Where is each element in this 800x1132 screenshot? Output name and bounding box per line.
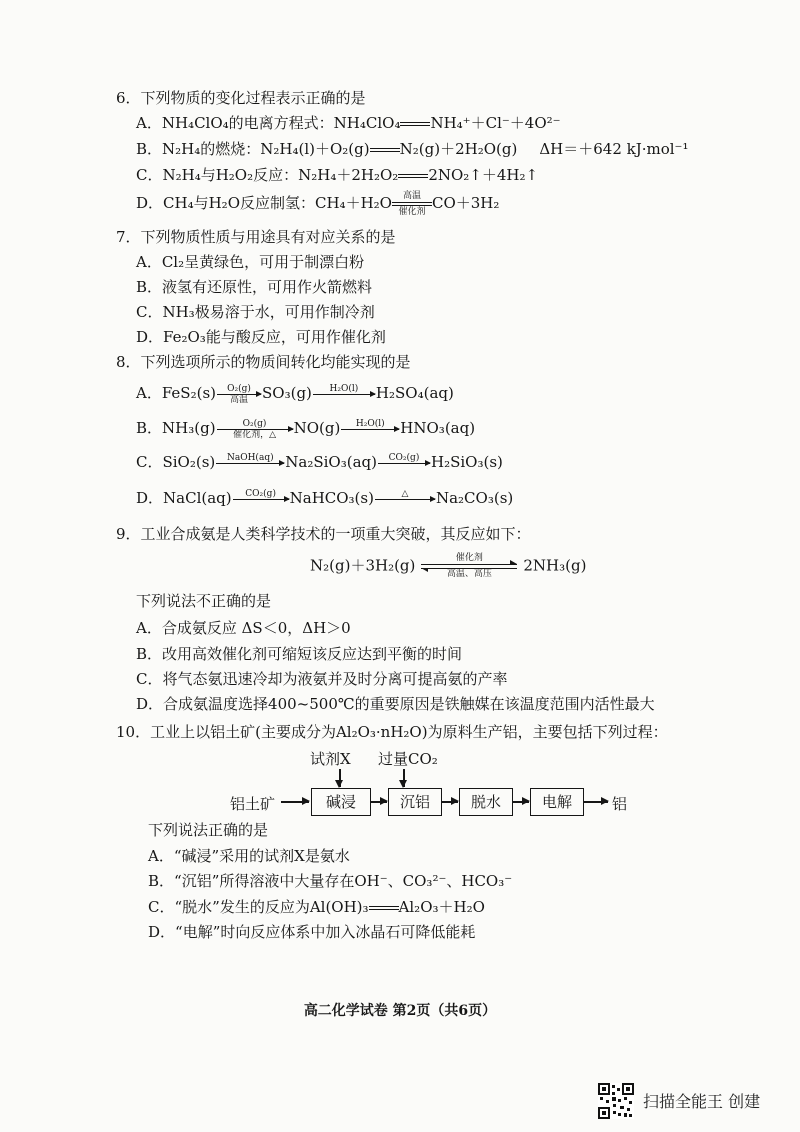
scanner-watermark: 扫描全能王 创建 bbox=[643, 1092, 761, 1111]
q8-b-species1: NH₃(g) bbox=[162, 419, 216, 437]
q9-option-b: B．改用高效催化剂可缩短该反应达到平衡的时间 bbox=[136, 645, 463, 663]
q8-a-condition2-top: H₂O(l) bbox=[329, 383, 359, 394]
page-footer: 高二化学试卷 第2页（共6页） bbox=[303, 1003, 497, 1019]
q8-a-species2: SO₃(g) bbox=[262, 384, 312, 402]
q8-d-label: D． bbox=[136, 489, 164, 507]
q6-d-condition-top: 高温 bbox=[402, 191, 421, 201]
q8-b-label: B． bbox=[136, 419, 163, 437]
flow-step-precipitate: 沉铝 bbox=[388, 788, 442, 816]
q8-c-species1: SiO₂(s) bbox=[162, 453, 216, 471]
flow-arrow-start bbox=[281, 801, 309, 803]
q8-b-condition1-top: O₂(g) bbox=[242, 418, 267, 429]
q6-c-rhs: 2NO₂↑＋4H₂↑ bbox=[428, 166, 539, 184]
flow-down-arrow-2 bbox=[403, 769, 405, 787]
reaction-arrow bbox=[313, 384, 375, 405]
q9-option-d: D．合成氨温度选择400~500℃的重要原因是铁触媒在该温度范围内活性最大 bbox=[136, 695, 655, 713]
flow-step-alkali-leach: 碱浸 bbox=[311, 788, 371, 816]
q9-option-c: C．将气态氨迅速冷却为液氨并及时分离可提高氨的产率 bbox=[136, 670, 508, 688]
flow-end: 铝 bbox=[612, 795, 628, 813]
q8-c-species3: H₂SiO₃(s) bbox=[431, 453, 503, 471]
q6-d-text: CH₄与H₂O反应制氢：CH₄＋H₂O bbox=[163, 194, 392, 212]
qr-code-icon bbox=[598, 1083, 634, 1119]
reaction-arrow bbox=[375, 489, 435, 510]
q8-b-species3: HNO₃(aq) bbox=[400, 419, 476, 437]
q6-b-enthalpy: ΔH＝＋642 kJ·mol⁻¹ bbox=[539, 140, 689, 158]
q8-d-condition1-top: CO₂(g) bbox=[245, 488, 276, 499]
q8-a-label: A． bbox=[136, 384, 162, 402]
q8-a-species1: FeS₂(s) bbox=[161, 384, 216, 402]
q10-option-c bbox=[148, 897, 485, 917]
q6-stem: 6．下列物质的变化过程表示正确的是 bbox=[116, 89, 366, 107]
q9-option-a: A．合成氨反应 ΔS＜0，ΔH＞0 bbox=[136, 619, 351, 637]
flow-reagent-x: 试剂X bbox=[310, 750, 351, 768]
q8-a-species3: H₂SO₄(aq) bbox=[375, 384, 454, 402]
q8-c-condition2-top: CO₂(g) bbox=[388, 452, 420, 463]
flow-arrow-3 bbox=[512, 801, 529, 803]
q10-c-rhs: Al₂O₃＋H₂O bbox=[398, 898, 485, 916]
q10-option-d: D．“电解”时向反应体系中加入冰晶石可降低能耗 bbox=[148, 923, 476, 941]
q8-option-d bbox=[136, 488, 513, 510]
q8-c-species2: Na₂SiO₃(aq) bbox=[285, 453, 377, 471]
reaction-arrow bbox=[341, 419, 399, 440]
q6-c-text: N₂H₄与H₂O₂反应：N₂H₄＋2H₂O₂ bbox=[162, 166, 399, 184]
flow-arrow-1 bbox=[370, 801, 387, 803]
q10-sub-stem: 下列说法正确的是 bbox=[148, 821, 269, 839]
equals-sign bbox=[398, 173, 428, 179]
q9-eq-right: 2NH₃(g) bbox=[523, 556, 587, 575]
q6-d-rhs: CO＋3H₂ bbox=[431, 194, 500, 212]
q10-stem: 10．工业上以铝土矿(主要成分为Al₂O₃·nH₂O)为原料生产铝，主要包括下列过程： bbox=[116, 723, 668, 741]
q9-eq-condition-bottom: 高温、高压 bbox=[446, 569, 492, 579]
q6-a-rhs: NH₄⁺＋Cl⁻＋4O²⁻ bbox=[430, 114, 561, 132]
q8-stem: 8．下列选项所示的物质间转化均能实现的是 bbox=[116, 353, 411, 371]
q6-a-text: NH₄ClO₄的电离方程式：NH₄ClO₄ bbox=[161, 114, 401, 132]
flow-step-electrolysis: 电解 bbox=[530, 788, 584, 816]
flow-down-arrow-1 bbox=[339, 769, 341, 787]
q8-d-condition2-top: △ bbox=[401, 488, 409, 499]
q7-option-c: C．NH₃极易溶于水，可用作制冷剂 bbox=[136, 303, 375, 321]
q6-option-a bbox=[136, 113, 561, 133]
flow-step-dehydrate: 脱水 bbox=[459, 788, 513, 816]
equals-sign bbox=[370, 147, 400, 153]
q9-sub-stem: 下列说法不正确的是 bbox=[136, 592, 272, 610]
flow-arrow-2 bbox=[441, 801, 458, 803]
q8-d-species2: NaHCO₃(s) bbox=[289, 489, 374, 507]
q6-b-label: B． bbox=[136, 140, 163, 158]
q9-eq-condition-top: 催化剂 bbox=[455, 553, 483, 563]
q9-stem: 9．工业合成氨是人类科学技术的一项重大突破，其反应如下： bbox=[116, 525, 531, 543]
q6-option-d bbox=[136, 191, 499, 217]
q10-option-b: B．“沉铝”所得溶液中大量存在OH⁻、CO₃²⁻、HCO₃⁻ bbox=[148, 872, 513, 890]
q6-d-condition-bottom: 催化剂 bbox=[398, 207, 426, 217]
reaction-arrow bbox=[216, 453, 284, 474]
q6-option-c bbox=[136, 165, 538, 185]
q6-option-b bbox=[136, 139, 688, 159]
q8-option-a bbox=[136, 383, 454, 405]
q6-d-label: D． bbox=[136, 194, 164, 212]
reaction-arrow bbox=[378, 453, 430, 474]
q6-b-rhs: N₂(g)＋2H₂O(g) bbox=[399, 140, 518, 158]
equals-sign bbox=[400, 121, 430, 127]
q6-a-label: A． bbox=[136, 114, 162, 132]
q8-b-species2: NO(g) bbox=[293, 419, 341, 437]
condition-equals bbox=[392, 191, 432, 217]
reaction-arrow bbox=[217, 384, 261, 405]
flow-arrow-end bbox=[583, 801, 608, 803]
q7-option-b: B．液氢有还原性，可用作火箭燃料 bbox=[136, 278, 373, 296]
q7-stem: 7．下列物质性质与用途具有对应关系的是 bbox=[116, 228, 396, 246]
q8-a-condition1-top: O₂(g) bbox=[227, 383, 251, 394]
reversible-arrow bbox=[421, 553, 517, 580]
flow-reagent-co2: 过量CO₂ bbox=[378, 750, 438, 768]
q10-option-a: A．“碱浸”采用的试剂X是氨水 bbox=[148, 847, 350, 865]
q8-b-condition2-top: H₂O(l) bbox=[355, 418, 385, 429]
flow-start: 铝土矿 bbox=[230, 795, 276, 813]
q8-d-species1: NaCl(aq) bbox=[163, 489, 232, 507]
q9-eq-left: N₂(g)＋3H₂(g) bbox=[310, 556, 416, 575]
q6-c-label: C． bbox=[136, 166, 163, 184]
q8-a-condition1-bottom: 高温 bbox=[229, 394, 248, 405]
q8-b-condition1-bottom: 催化剂，△ bbox=[233, 429, 277, 440]
q7-option-d: D．Fe₂O₃能与酸反应，可用作催化剂 bbox=[136, 328, 386, 346]
q9-equation bbox=[310, 553, 586, 580]
q10-c-text: C．“脱水”发生的反应为Al(OH)₃ bbox=[148, 898, 369, 916]
q6-b-text: N₂H₄的燃烧：N₂H₄(l)＋O₂(g) bbox=[162, 140, 370, 158]
q8-c-label: C． bbox=[136, 453, 163, 471]
reaction-arrow bbox=[217, 419, 293, 440]
q7-option-a: A．Cl₂呈黄绿色，可用于制漂白粉 bbox=[136, 253, 365, 271]
q8-c-condition1-top: NaOH(aq) bbox=[226, 452, 274, 463]
q8-d-species3: Na₂CO₃(s) bbox=[435, 489, 514, 507]
q8-option-b bbox=[136, 418, 475, 440]
reaction-arrow bbox=[233, 489, 289, 510]
q8-option-c bbox=[136, 452, 503, 474]
equals-sign bbox=[369, 905, 399, 911]
